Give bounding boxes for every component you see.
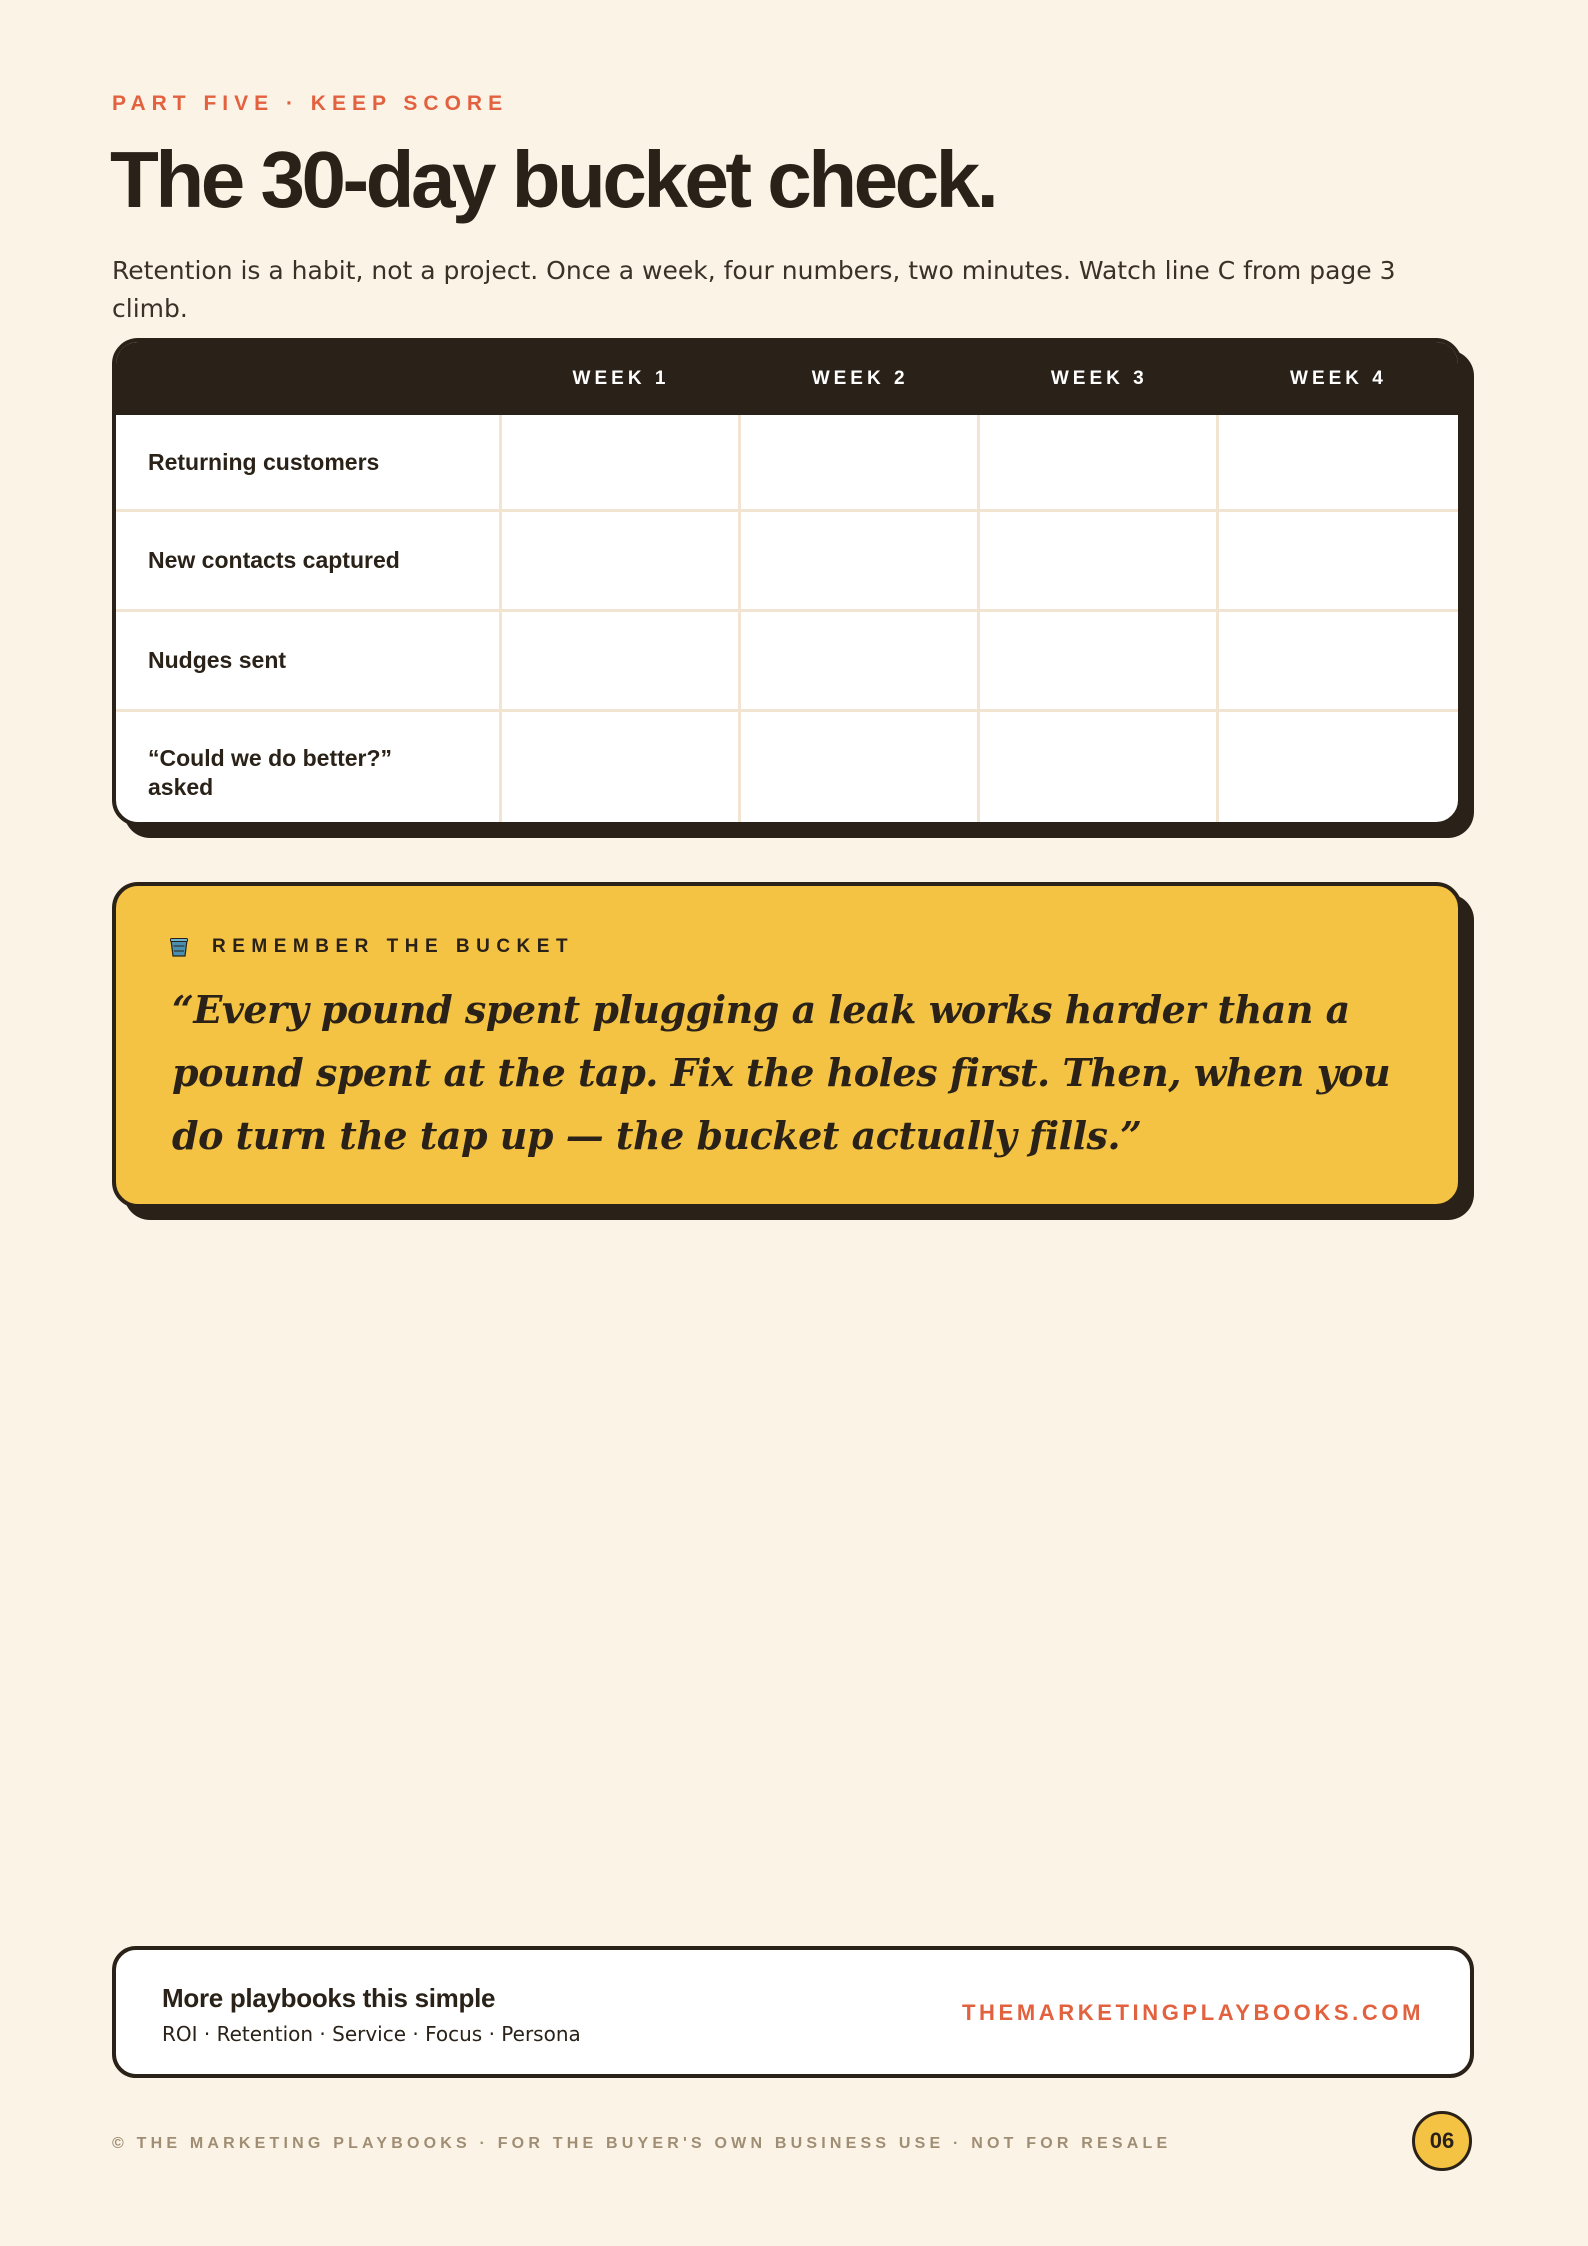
- playbook-list: ROI · Retention · Service · Focus · Persona: [162, 2022, 581, 2046]
- week-4-cell[interactable]: [1219, 612, 1458, 709]
- row-label: New contacts captured: [116, 512, 502, 609]
- week-1-cell[interactable]: [502, 612, 741, 709]
- week-2-cell[interactable]: [741, 712, 980, 826]
- legal-notice: © THE MARKETING PLAYBOOKS · FOR THE BUYER'S OWN BUSINESS USE · NOT FOR RESALE: [112, 2135, 1172, 2152]
- header-cell-label: [116, 342, 501, 415]
- header-cell-week-4: WEEK 4: [1290, 367, 1387, 389]
- week-3-cell[interactable]: [980, 612, 1219, 709]
- more-playbooks-title: More playbooks this simple: [162, 1983, 496, 2013]
- bucket-icon: [170, 937, 188, 957]
- week-1-cell[interactable]: [502, 415, 741, 509]
- more-playbooks-card: [112, 1946, 1474, 2078]
- quote-card: [112, 882, 1462, 1208]
- section-eyebrow: PART FIVE · KEEP SCORE: [112, 92, 509, 115]
- week-4-cell[interactable]: [1219, 512, 1458, 609]
- week-3-cell[interactable]: [980, 415, 1219, 509]
- table-row: [116, 709, 1458, 826]
- table-card: [112, 338, 1462, 826]
- row-label: Nudges sent: [116, 612, 502, 709]
- week-2-cell[interactable]: [741, 612, 980, 709]
- quote-callout: [112, 882, 1474, 1220]
- header-cell-week-2: WEEK 2: [811, 367, 909, 389]
- website-link[interactable]: THEMARKETINGPLAYBOOKS.COM: [962, 2000, 1424, 2025]
- quote-text: “Every pound spent plugging a leak works harder than a pound spent at the tap. Fix the holes first. Then, when you do turn the tap up — the bucket actually fills.”: [172, 987, 1391, 1158]
- page: [112, 0, 1474, 2246]
- table-row: [116, 609, 1458, 709]
- page-title: The 30-day bucket check.: [110, 135, 996, 224]
- week-2-cell[interactable]: [741, 415, 980, 509]
- week-4-cell[interactable]: [1219, 415, 1458, 509]
- week-1-cell[interactable]: [502, 512, 741, 609]
- table-row: [116, 415, 1458, 509]
- row-label: “Could we do better?” asked: [116, 712, 502, 826]
- week-2-cell[interactable]: [741, 512, 980, 609]
- quote-eyebrow-label: REMEMBER THE BUCKET: [212, 936, 575, 957]
- week-3-cell[interactable]: [980, 512, 1219, 609]
- table-header: [116, 342, 1458, 415]
- page-number-badge: 06: [1412, 2111, 1472, 2171]
- bucket-check-table: [112, 338, 1474, 830]
- week-3-cell[interactable]: [980, 712, 1219, 826]
- header-cell-week-1: WEEK 1: [572, 367, 670, 389]
- header-cell-week-3: WEEK 3: [1050, 367, 1148, 389]
- table-body: [116, 415, 1458, 826]
- week-4-cell[interactable]: [1219, 712, 1458, 826]
- week-1-cell[interactable]: [502, 712, 741, 826]
- page-lede: Retention is a habit, not a project. Once a week, four numbers, two minutes. Watch line C from page 3 climb.: [112, 256, 1396, 323]
- table-row: [116, 509, 1458, 609]
- quote-eyebrow: [170, 936, 574, 958]
- row-label: Returning customers: [116, 415, 502, 509]
